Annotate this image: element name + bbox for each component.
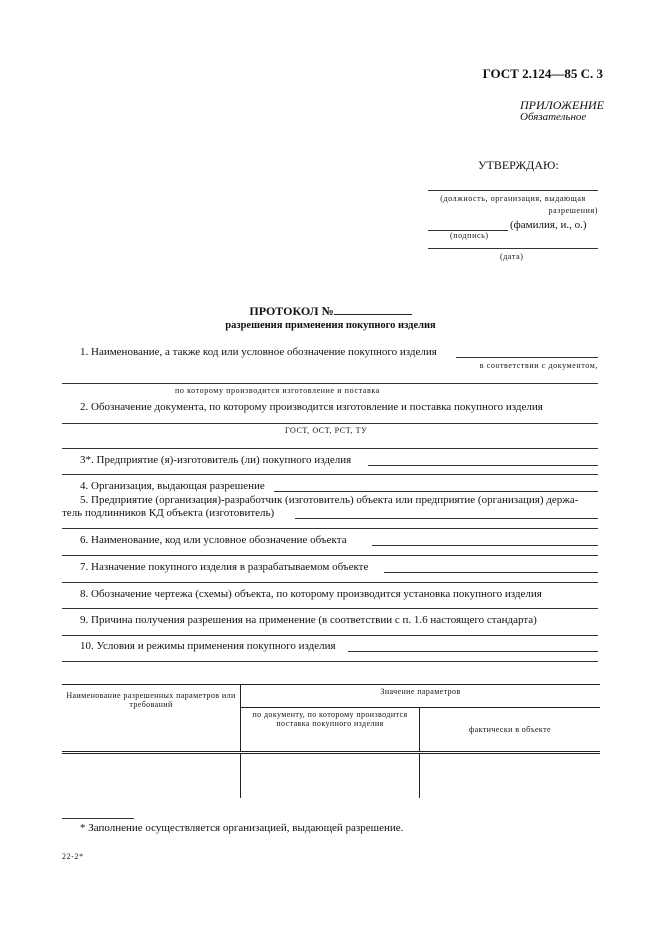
item-1-note-right: в соответствии с документом, bbox=[479, 361, 598, 370]
protocol-subtitle: разрешения применения покупного изделия bbox=[225, 320, 436, 331]
date-label: (дата) bbox=[500, 252, 524, 261]
item-2-label: 2. Обозначение документа, по которому производится изготовление и поставка покупного изделия bbox=[80, 401, 543, 413]
item-9-line bbox=[62, 635, 598, 636]
parameters-table bbox=[62, 684, 600, 798]
item-2-line-2 bbox=[62, 448, 598, 449]
item-2-note: ГОСТ, ОСТ, РСТ, ТУ bbox=[285, 426, 368, 435]
item-1-label: 1. Наименование, а также код или условное обозначение покупного изделия bbox=[80, 346, 437, 358]
item-5-label-2: тель подлинников КД объекта (изготовитель) bbox=[62, 507, 275, 519]
item-7-label: 7. Назначение покупного изделия в разрабатываемом объекте bbox=[80, 561, 369, 573]
item-4-label: 4. Организация, выдающая разрешение bbox=[80, 480, 265, 492]
approval-title: УТВЕРЖДАЮ: bbox=[478, 158, 559, 172]
item-1-note: по которому производится изготовление и поставка bbox=[175, 386, 380, 395]
item-4-line bbox=[274, 491, 598, 492]
item-10-line bbox=[348, 651, 598, 652]
item-5-label: 5. Предприятие (организация)-разработчик (изготовитель) объекта или предприятие (организация) держа- bbox=[80, 494, 579, 506]
item-8-line bbox=[62, 608, 598, 609]
item-3-line-2 bbox=[62, 474, 598, 475]
item-1-line-2 bbox=[62, 383, 598, 384]
table-header-group: Значение параметров bbox=[241, 685, 601, 708]
item-2-line bbox=[62, 423, 598, 424]
table-header-actual: фактически в объекте bbox=[420, 707, 601, 752]
table-row bbox=[62, 753, 600, 799]
item-5-line-2 bbox=[62, 528, 598, 529]
table-cell bbox=[241, 753, 420, 799]
date-line bbox=[428, 248, 598, 249]
item-7-line-2 bbox=[62, 582, 598, 583]
position-line bbox=[428, 190, 598, 191]
appendix-title: ПРИЛОЖЕНИЕ bbox=[520, 98, 604, 112]
table-header-params: Наименование разрешенных параметров или требований bbox=[62, 685, 241, 753]
item-6-line bbox=[372, 545, 598, 546]
table-cell bbox=[62, 753, 241, 799]
item-5-line bbox=[295, 518, 598, 519]
signature-label: (подпись) bbox=[450, 231, 489, 240]
item-3-line bbox=[368, 465, 598, 466]
page-code: 22-2* bbox=[62, 852, 84, 861]
item-8-label: 8. Обозначение чертежа (схемы) объекта, по которому производится установка покупного изделия bbox=[80, 588, 542, 600]
table-header-document: по документу, по которому производится поставка покупного изделия bbox=[241, 707, 420, 752]
position-note-2: разрешения) bbox=[548, 206, 598, 215]
item-7-line bbox=[384, 572, 598, 573]
item-9-label: 9. Причина получения разрешения на применение (в соответствии с п. 1.6 настоящего стандарта) bbox=[80, 614, 537, 626]
item-6-line-2 bbox=[62, 555, 598, 556]
footnote: * Заполнение осуществляется организацией, выдающей разрешение. bbox=[80, 822, 404, 834]
protocol-title: ПРОТОКОЛ № bbox=[0, 303, 661, 319]
item-6-label: 6. Наименование, код или условное обозначение объекта bbox=[80, 534, 347, 546]
item-1-line bbox=[456, 357, 598, 358]
appendix-status: Обязательное bbox=[520, 111, 587, 123]
standard-code: ГОСТ 2.124—85 С. 3 bbox=[482, 66, 603, 81]
item-10-label: 10. Условия и режимы применения покупного изделия bbox=[80, 640, 336, 652]
table-cell bbox=[420, 753, 601, 799]
item-3-label: 3*. Предприятие (я)-изготовитель (ли) покупного изделия bbox=[80, 454, 352, 466]
position-note: (должность, организация, выдающая bbox=[440, 194, 586, 203]
item-10-line-2 bbox=[62, 661, 598, 662]
footnote-divider bbox=[62, 818, 134, 819]
name-label: (фамилия, и., о.) bbox=[510, 219, 587, 231]
